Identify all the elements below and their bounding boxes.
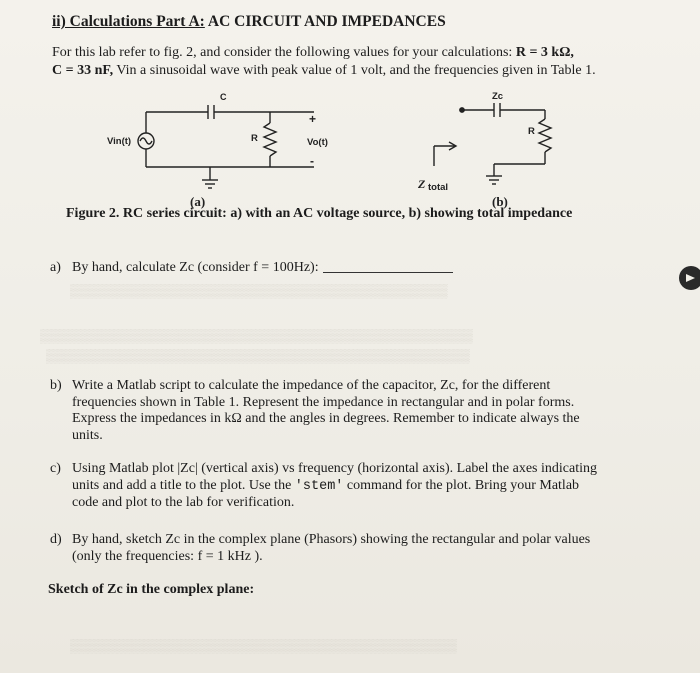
sketch-label: Sketch of Zc in the complex plane: [48,582,255,597]
question-label: d) [50,532,62,547]
question-line: code and plot to the lab for verification. [72,495,295,510]
bleed-through-shadow: ▒▒▒▒▒▒▒▒▒▒▒▒▒▒▒▒▒▒▒▒▒▒▒▒▒▒▒▒▒▒▒▒▒▒▒▒▒▒▒▒▒▒▒▒▒▒▒ [40,328,473,343]
section-title: AC CIRCUIT AND IMPEDANCES [207,13,446,30]
question-b-text [72,378,580,444]
resistor-value: R = 3 kΩ, [515,45,574,60]
zc-label: Zc [492,91,504,102]
section-heading [52,13,446,31]
stem-command: 'stem' [294,478,344,494]
plus-sign: + [309,112,317,126]
r-label: R [528,126,535,137]
figure-2-circuits [0,86,700,216]
intro-text: For this lab refer to fig. 2, and consider the following values for your calculations: [52,45,513,60]
bleed-through-shadow: ▒▒▒▒▒▒▒▒▒▒▒▒▒▒▒▒▒▒▒▒▒▒▒▒▒▒▒▒▒▒▒▒▒▒▒▒▒▒▒▒▒ [70,283,448,298]
question-label: c) [50,461,61,476]
question-text: By hand, calculate Zc (consider f = 100Hz): [72,260,319,275]
capacitor-value: C = 33 nF, [52,63,114,78]
question-c-text [72,461,597,512]
figure-a-label: (a) [190,194,206,209]
bleed-through-shadow: ▒▒▒▒▒▒▒▒▒▒▒▒▒▒▒▒▒▒▒▒▒▒▒▒▒▒▒▒▒▒▒▒▒▒▒▒▒▒▒▒▒▒ [70,638,457,653]
intro-line-1 [52,45,574,61]
question-line: units. [72,427,103,443]
z-total-label: Z [418,177,426,191]
question-line: By hand, sketch Zc in the complex plane (Phasors) showing the rectangular and polar values [72,532,591,547]
question-line [72,478,597,496]
question-line: Write a Matlab script to calculate the impedance of the capacitor, Zc, for the different [72,378,551,393]
resistor-label: R [251,133,258,144]
figure-caption: Figure 2. RC series circuit: a) with an AC voltage source, b) showing total impedance [66,206,573,221]
intro-line-2 [52,63,596,79]
sine-wave-icon [140,138,152,144]
question-d-text [72,532,590,565]
resistor-symbol [264,123,276,156]
edge-badge-icon [678,265,700,291]
question-text: command for the plot. Bring your Matlab [346,477,580,493]
question-label: a) [50,260,61,275]
circuit-a [138,105,317,188]
question-line: Express the impedances in kΩ and the angles in degrees. Remember to indicate always the [72,411,580,426]
intro-text: Vin a sinusoidal wave with peak value of 1 volt, and the frequencies given in Table 1. [116,63,596,78]
question-line: frequencies shown in Table 1. Represent the impedance in rectangular and in polar forms. [72,394,575,410]
circuit-b [434,103,551,184]
question-text: units and add a title to the plot. Use the [72,477,292,493]
output-label: Vo(t) [307,137,328,148]
z-total-subscript: total [428,182,449,193]
question-a-text [72,260,453,277]
figure-b-label: (b) [492,194,508,209]
question-label: b) [50,378,62,393]
question-line: (only the frequencies: f = 1 kHz ). [72,548,263,564]
source-label: Vin(t) [107,136,132,147]
bleed-through-shadow: ▒▒▒▒▒▒▒▒▒▒▒▒▒▒▒▒▒▒▒▒▒▒▒▒▒▒▒▒▒▒▒▒▒▒▒▒▒▒▒▒▒▒▒▒▒▒ [46,348,470,363]
answer-blank[interactable] [323,272,453,273]
question-line: Using Matlab plot |Zc| (vertical axis) vs frequency (horizontal axis). Label the axes indicating [72,461,597,476]
minus-sign: - [310,154,314,168]
r-resistor-symbol [539,119,551,152]
capacitor-label: C [220,92,227,102]
section-number: ii) Calculations Part A: [52,13,205,30]
